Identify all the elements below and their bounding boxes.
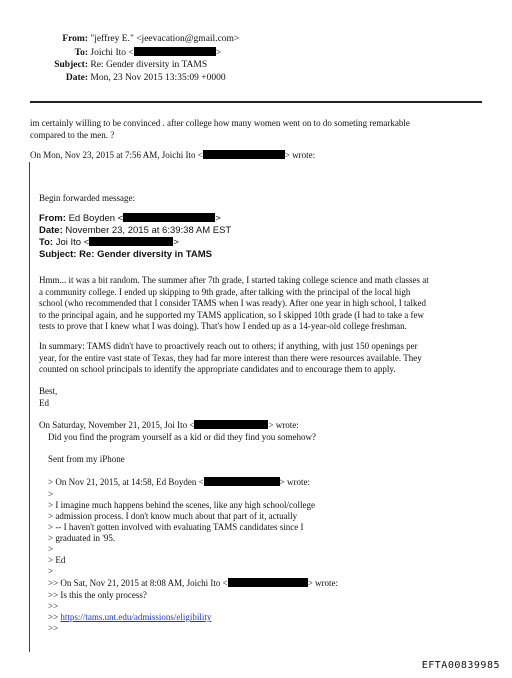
nested-line-1: > bbox=[48, 489, 54, 499]
forward-to-label: To: bbox=[39, 237, 54, 248]
ed-para-1-line-4: to the principal again, and he supported my TAMS application, so I skipped 10th grade (I had to take a few bbox=[39, 309, 425, 320]
ed-para-1-line-5: tests to prove that I knew what I was doing). That's how I ended up as a 14-year-old college freshman. bbox=[39, 321, 407, 331]
nested-line-7: > Ed bbox=[48, 555, 66, 565]
nested-line-2: > I imagine much happens behind the scenes, like any high school/college bbox=[48, 500, 316, 510]
ed-para-1-line-2: a community college. I ended up skipping to 9th grade, after talking with the principal of the local high bbox=[39, 286, 411, 297]
reply-line-2: compared to the men. ? bbox=[30, 130, 115, 140]
quote-attribution-prefix: On Mon, Nov 23, 2015 at 7:56 AM, Joichi Ito < bbox=[30, 150, 203, 160]
forward-to-value: Joi Ito < bbox=[55, 237, 90, 248]
joi-attribution bbox=[39, 420, 299, 431]
nested-line-5: > graduated in '95. bbox=[48, 533, 116, 543]
quote-bar bbox=[29, 162, 30, 652]
header-from-row bbox=[30, 34, 239, 44]
header-date-row bbox=[30, 73, 226, 83]
to-close: > bbox=[215, 48, 222, 58]
document-id: EFTA00839985 bbox=[421, 660, 500, 671]
quote-attribution-suffix: > wrote: bbox=[284, 150, 316, 160]
header-subject-row bbox=[30, 60, 207, 70]
deep-attribution-prefix: >> On Sat, Nov 21, 2015 at 8:08 AM, Joichi Ito < bbox=[48, 578, 228, 588]
forward-subject-row bbox=[39, 249, 212, 260]
ed-name: Ed bbox=[39, 398, 49, 408]
nested-attribution bbox=[48, 477, 310, 488]
forward-from-label: From: bbox=[39, 213, 66, 224]
from-label: From: bbox=[62, 34, 88, 44]
deep-link-prefix: >> bbox=[48, 612, 61, 622]
eligibility-link[interactable]: https://tams.unt.edu/admissions/eligibility bbox=[60, 612, 212, 622]
deep-question: >> Is this the only process? bbox=[48, 590, 147, 600]
redaction-box bbox=[194, 420, 268, 429]
deep-attribution bbox=[48, 578, 338, 589]
forward-from-row bbox=[39, 213, 221, 224]
header-to-row bbox=[30, 47, 221, 58]
forward-from-close: > bbox=[215, 213, 221, 224]
quote-attribution-1 bbox=[30, 150, 315, 161]
forward-subject-label: Subject: bbox=[39, 249, 77, 260]
ed-para-2-line-1: In summary: TAMS didn't have to proactively reach out to others; if anything, with just 150 openings per bbox=[39, 341, 418, 351]
redaction-box bbox=[228, 578, 308, 587]
ed-signoff: Best, bbox=[39, 386, 58, 396]
date-value: Mon, 23 Nov 2015 13:35:09 +0000 bbox=[90, 73, 226, 83]
deep-blank-2: >> bbox=[48, 623, 59, 633]
date-label: Date: bbox=[65, 73, 88, 83]
nested-line-4: > -- I haven't gotten involved with evaluating TAMS candidates since I bbox=[48, 522, 304, 532]
joi-attribution-prefix: On Saturday, November 21, 2015, Joi Ito < bbox=[39, 420, 195, 430]
forward-to-row bbox=[39, 237, 179, 248]
forward-date-label: Date: bbox=[39, 225, 63, 236]
to-value: Joichi Ito < bbox=[90, 48, 134, 58]
redaction-box bbox=[89, 237, 173, 246]
nested-line-6: > bbox=[48, 544, 54, 554]
nested-line-8: > bbox=[48, 566, 54, 576]
forward-date-row bbox=[39, 225, 231, 236]
redaction-box bbox=[134, 47, 216, 56]
deep-attribution-suffix: > wrote: bbox=[307, 578, 339, 588]
forward-from-value: Ed Boyden < bbox=[68, 213, 124, 224]
deep-blank-1: >> bbox=[48, 601, 59, 611]
redaction-box bbox=[203, 150, 285, 159]
ed-para-2-line-2: year, for the entire vast state of Texas, they had far more interest than there were resources available. They bbox=[39, 352, 422, 363]
nested-attribution-suffix: > wrote: bbox=[279, 477, 310, 487]
joi-sent-from: Sent from my iPhone bbox=[48, 454, 125, 464]
reply-line-1: im certainly willing to be convinced . after college how many women went on to do someting remarkable bbox=[30, 118, 410, 128]
ed-para-1-line-1: Hmm... it was a bit random. The summer after 7th grade, I started taking college science and math classes at bbox=[39, 275, 429, 285]
redaction-box bbox=[204, 477, 280, 486]
redaction-box bbox=[123, 213, 215, 222]
ed-para-2-line-3: counted on school principals to identify the appropriate candidates and to encourage them to apply. bbox=[39, 364, 396, 374]
forward-begin: Begin forwarded message: bbox=[39, 193, 135, 203]
ed-para-1-line-3: school (who recommended that I consider TAMS when I was ready). After one year in high school, I talked bbox=[39, 298, 427, 308]
forward-date-value: November 23, 2015 at 6:39:38 AM EST bbox=[65, 225, 232, 236]
nested-line-3: > admission process. I don't know much about that part of it, actually bbox=[48, 511, 298, 521]
joi-question: Did you find the program yourself as a kid or did they find you somehow? bbox=[48, 432, 316, 442]
to-label: To: bbox=[74, 48, 88, 58]
forward-subject-value: Re: Gender diversity in TAMS bbox=[79, 249, 212, 260]
joi-attribution-suffix: > wrote: bbox=[268, 420, 299, 430]
header-divider bbox=[30, 101, 482, 103]
nested-attribution-prefix: > On Nov 21, 2015, at 14:58, Ed Boyden < bbox=[48, 477, 204, 487]
from-value: "jeffrey E." <jeevacation@gmail.com> bbox=[90, 34, 240, 44]
subject-label: Subject: bbox=[54, 60, 88, 70]
subject-value: Re: Gender diversity in TAMS bbox=[90, 60, 208, 70]
forward-to-close: > bbox=[173, 237, 179, 248]
deep-link-row bbox=[48, 612, 211, 623]
